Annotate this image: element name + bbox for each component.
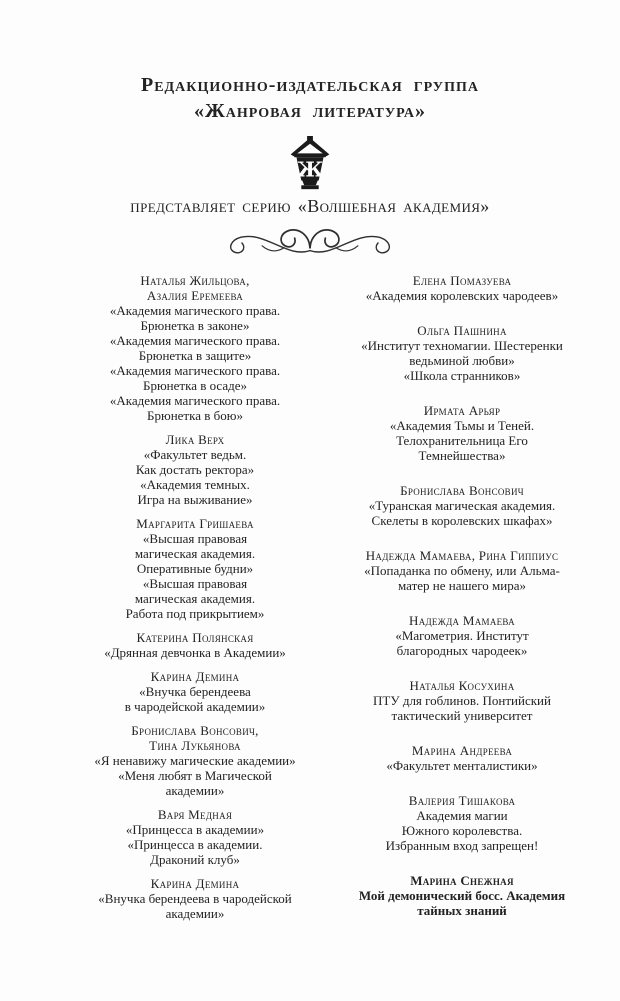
right-column: [334, 273, 590, 921]
book-title-line: академии»: [165, 906, 225, 921]
book-entry: [334, 548, 590, 593]
flourish-ornament-icon: [190, 219, 430, 265]
book-title-line: «Дрянная девчонка в Академии»: [104, 645, 286, 660]
author-name: Карина Демина: [150, 876, 240, 891]
author-name: Тина Лукьянова: [149, 738, 241, 753]
book-title-line: «Факультет менталистики»: [386, 758, 538, 773]
book-title-line: «Меня любят в Магической: [118, 768, 272, 783]
book-title-line: тактический университет: [391, 708, 533, 723]
book-title-line: Брюнетка в защите»: [138, 348, 252, 363]
author-name: Лика Верх: [165, 432, 225, 447]
book-title-line: Брюнетка в законе»: [140, 318, 250, 333]
book-title-line: магическая академия.: [134, 546, 256, 561]
flourish-wrap: [0, 219, 620, 265]
author-name: Валерия Тишакова: [408, 793, 516, 808]
book-title-line: «Академия темных.: [140, 477, 250, 492]
book-title-line: ведьминой любви»: [409, 353, 515, 368]
publisher-header: [0, 0, 620, 265]
book-title-line: Южного королевства.: [401, 823, 523, 838]
book-title-line: «Магометрия. Институт: [395, 628, 529, 643]
book-title-line: «Академия Тьмы и Теней.: [389, 418, 535, 433]
series-announcement: представляет серию «Волшебная академия»: [130, 196, 490, 216]
author-name: Марина Андреева: [411, 743, 513, 758]
book-entry: [66, 516, 324, 621]
book-title-line: «Внучка берендеева: [139, 684, 251, 699]
book-entry: [334, 483, 590, 528]
author-name: Бронислава Вонсович,: [131, 723, 259, 738]
book-title-line: академии»: [165, 783, 225, 798]
book-title-line: «Факультет ведьм.: [143, 447, 247, 462]
book-title-line: Скелеты в королевских шкафах»: [371, 513, 553, 528]
book-entry: [66, 723, 324, 798]
publisher-group-line2: «Жанровая литература»: [194, 100, 426, 122]
book-entry: [334, 793, 590, 853]
book-title-line: матер не нашего мира»: [398, 578, 526, 593]
book-title-line: «Попаданка по обмену, или Альма-: [364, 563, 560, 578]
book-entry: [66, 876, 324, 921]
book-entry: [334, 273, 590, 303]
book-title-line: «Принцесса в академии.: [127, 837, 263, 852]
author-name: Маргарита Гришаева: [136, 516, 254, 531]
book-title-line: в чародейской академии»: [124, 699, 266, 714]
book-title-line: «Академия магического права.: [109, 393, 281, 408]
book-title-line: Мой демонический босс. Академия: [358, 888, 566, 903]
author-name: Варя Медная: [157, 807, 233, 822]
book-title-line: благородных чародеек»: [396, 643, 528, 658]
author-name: Надежда Мамаева, Рина Гиппиус: [365, 548, 559, 563]
book-entry: [334, 873, 590, 918]
book-entry: [334, 678, 590, 723]
publisher-logo-wrap: [0, 136, 620, 194]
book-entry: [334, 403, 590, 463]
book-entry: [66, 630, 324, 660]
author-name: Елена Помазуева: [412, 273, 512, 288]
book-title-line: тайных знаний: [417, 903, 507, 918]
book-entry: [334, 743, 590, 773]
book-title-line: «Я ненавижу магические академии»: [94, 753, 296, 768]
book-title-line: «Школа странников»: [403, 368, 521, 383]
author-name: Наталья Косухина: [409, 678, 515, 693]
book-title-line: Избранным вход запрещен!: [385, 838, 539, 853]
book-title-line: Игра на выживание»: [137, 492, 253, 507]
book-entry: [334, 323, 590, 383]
book-list: [0, 265, 620, 921]
book-entry: [334, 613, 590, 658]
book-entry: [66, 432, 324, 507]
publisher-group-line1: Редакционно-издательская группа: [141, 74, 479, 96]
book-title-line: «Академия королевских чародеев»: [365, 288, 559, 303]
logo-letter: Ж: [296, 157, 324, 182]
book-title-line: Работа под прикрытием»: [125, 606, 265, 621]
book-title-line: Драконий клуб»: [150, 852, 240, 867]
book-title-line: «Академия магического права.: [109, 363, 281, 378]
book-entry: [66, 807, 324, 867]
book-title-line: Телохранительница Его: [396, 433, 528, 448]
book-title-line: «Внучка берендеева в чародейской: [98, 891, 292, 906]
book-title-line: ПТУ для гоблинов. Понтийский: [373, 693, 551, 708]
author-name: Ирмата Арьяр: [423, 403, 501, 418]
book-title-line: Брюнетка в бою»: [147, 408, 243, 423]
book-title-line: «Академия магического права.: [109, 303, 281, 318]
book-title-line: «Институт техномагии. Шестеренки: [361, 338, 563, 353]
book-title-line: «Высшая правовая: [142, 531, 248, 546]
book-title-line: Как достать ректора»: [135, 462, 255, 477]
book-title-line: «Туранская магическая академия.: [368, 498, 556, 513]
book-title-line: «Академия магического права.: [109, 333, 281, 348]
book-title-line: Брюнетка в осаде»: [142, 378, 248, 393]
book-title-line: «Высшая правовая: [142, 576, 248, 591]
author-name: Ольга Пашнина: [417, 323, 507, 338]
author-name: Катерина Полянская: [136, 630, 254, 645]
lantern-logo-icon: [287, 136, 333, 194]
author-name: Азалия Еремеева: [146, 288, 244, 303]
book-title-line: Темнейшества»: [418, 448, 506, 463]
author-name: Надежда Мамаева: [409, 613, 515, 628]
book-entry: [66, 273, 324, 423]
book-title-line: «Принцесса в академии»: [125, 822, 265, 837]
book-title-line: магическая академия.: [134, 591, 256, 606]
book-entry: [66, 669, 324, 714]
author-name: Бронислава Вонсович: [400, 483, 524, 498]
left-column: [66, 273, 324, 921]
author-name: Карина Демина: [150, 669, 240, 684]
author-name: Наталья Жильцова,: [140, 273, 250, 288]
book-title-line: Академия магии: [416, 808, 508, 823]
book-title-line: Оперативные будни»: [136, 561, 254, 576]
author-name: Марина Снежная: [410, 873, 514, 888]
